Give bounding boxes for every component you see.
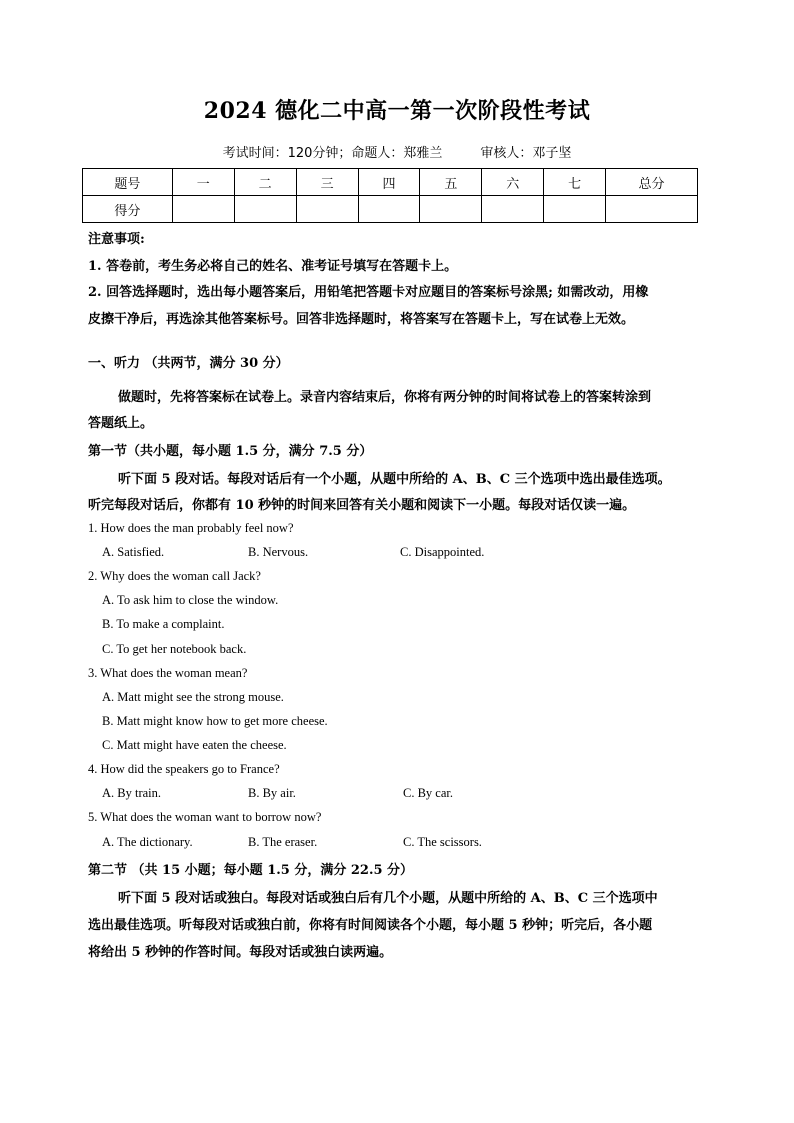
question-4-option-b: B. By air. <box>248 786 296 800</box>
part1-instruction-line-2: 听完每段对话后，你都有 10 秒钟的时间来回答有关小题和阅读下一小题。每段对话仅读一遍。 <box>88 498 636 513</box>
part2-instruction-line-3: 将给出 5 秒钟的作答时间。每段对话或独白读两遍。 <box>88 945 393 960</box>
part2-heading: 第二节 （共 15 小题；每小题 1.5 分，满分 22.5 分） <box>88 863 414 878</box>
section1-heading: 一、听力 （共两节，满分 30 分） <box>88 356 289 371</box>
exam-title: 2024 德化二中高一第一次阶段性考试 <box>203 98 591 124</box>
question-1: 1. How does the man probably feel now? <box>88 521 294 535</box>
score-table <box>82 168 698 223</box>
score-table-header-row <box>83 169 698 196</box>
question-1-option-b: B. Nervous. <box>248 545 309 559</box>
question-3-option-a: A. Matt might see the strong mouse. <box>102 690 284 704</box>
notes-item-1: 1. 答卷前，考生务必将自己的姓名、准考证号填写在答题卡上。 <box>88 259 458 274</box>
score-cell <box>172 196 234 223</box>
notes-item-2-line-1: 2. 回答选择题时，选出每小题答案后，用铅笔把答题卡对应题目的答案标号涂黑; 如需改动，用橡 <box>88 285 649 300</box>
score-header-cell: 题号 <box>83 169 173 196</box>
score-header-cell: 一 <box>172 169 234 196</box>
part2-instruction-line-1: 听下面 5 段对话或独白。每段对话或独白后有几个小题，从题中所给的 A、B、C 三个选项中 <box>118 891 658 906</box>
part1-heading: 第一节（共小题，每小题 1.5 分，满分 7.5 分） <box>88 444 373 459</box>
part2-instruction-line-2: 选出最佳选项。听每段对话或独白前，你将有时间阅读各个小题，每小题 5 秒钟；听完后，各小题 <box>88 918 653 933</box>
score-header-cell: 总分 <box>606 169 698 196</box>
question-5-option-c: C. The scissors. <box>403 835 482 849</box>
score-header-cell: 四 <box>358 169 420 196</box>
section1-intro-line-2: 答题纸上。 <box>88 416 154 431</box>
notes-item-2-line-2: 皮擦干净后，再选涂其他答案标号。回答非选择题时，将答案写在答题卡上，写在试卷上无效。 <box>88 312 635 327</box>
score-cell <box>296 196 358 223</box>
question-2-option-a: A. To ask him to close the window. <box>102 593 279 607</box>
question-4: 4. How did the speakers go to France? <box>88 762 280 776</box>
score-header-cell: 六 <box>482 169 544 196</box>
exam-meta <box>0 142 794 161</box>
exam-reviewer: 审核人：邓子坚 <box>480 146 572 161</box>
part1-instruction-line-1: 听下面 5 段对话。每段对话后有一个小题，从题中所给的 A、B、C 三个选项中选出最佳选项。 <box>118 472 671 487</box>
score-header-cell: 七 <box>544 169 606 196</box>
score-header-cell: 五 <box>420 169 482 196</box>
exam-time-author: 考试时间：120分钟；命题人：郑雅兰 <box>222 146 443 161</box>
question-3-option-b: B. Matt might know how to get more cheese. <box>102 714 328 728</box>
score-cell <box>358 196 420 223</box>
score-header-cell: 三 <box>296 169 358 196</box>
score-cell <box>420 196 482 223</box>
question-2: 2. Why does the woman call Jack? <box>88 569 261 583</box>
score-header-cell: 二 <box>234 169 296 196</box>
question-1-option-a: A. Satisfied. <box>102 545 165 559</box>
section1-intro-line-1: 做题时，先将答案标在试卷上。录音内容结束后，你将有两分钟的时间将试卷上的答案转涂到 <box>118 390 652 405</box>
question-5: 5. What does the woman want to borrow now? <box>88 810 322 824</box>
question-4-option-c: C. By car. <box>403 786 453 800</box>
question-4-option-a: A. By train. <box>102 786 162 800</box>
score-cell <box>234 196 296 223</box>
question-3-option-c: C. Matt might have eaten the cheese. <box>102 738 287 752</box>
score-cell <box>606 196 698 223</box>
question-5-option-b: B. The eraser. <box>248 835 318 849</box>
question-5-option-a: A. The dictionary. <box>102 835 193 849</box>
score-cell <box>544 196 606 223</box>
score-cell <box>482 196 544 223</box>
notes-heading: 注意事项: <box>88 232 145 247</box>
score-table-score-row <box>83 196 698 223</box>
question-2-option-b: B. To make a complaint. <box>102 617 225 631</box>
question-3: 3. What does the woman mean? <box>88 666 248 680</box>
question-2-option-c: C. To get her notebook back. <box>102 642 247 656</box>
score-row-label: 得分 <box>83 196 173 223</box>
question-1-option-c: C. Disappointed. <box>400 545 485 559</box>
